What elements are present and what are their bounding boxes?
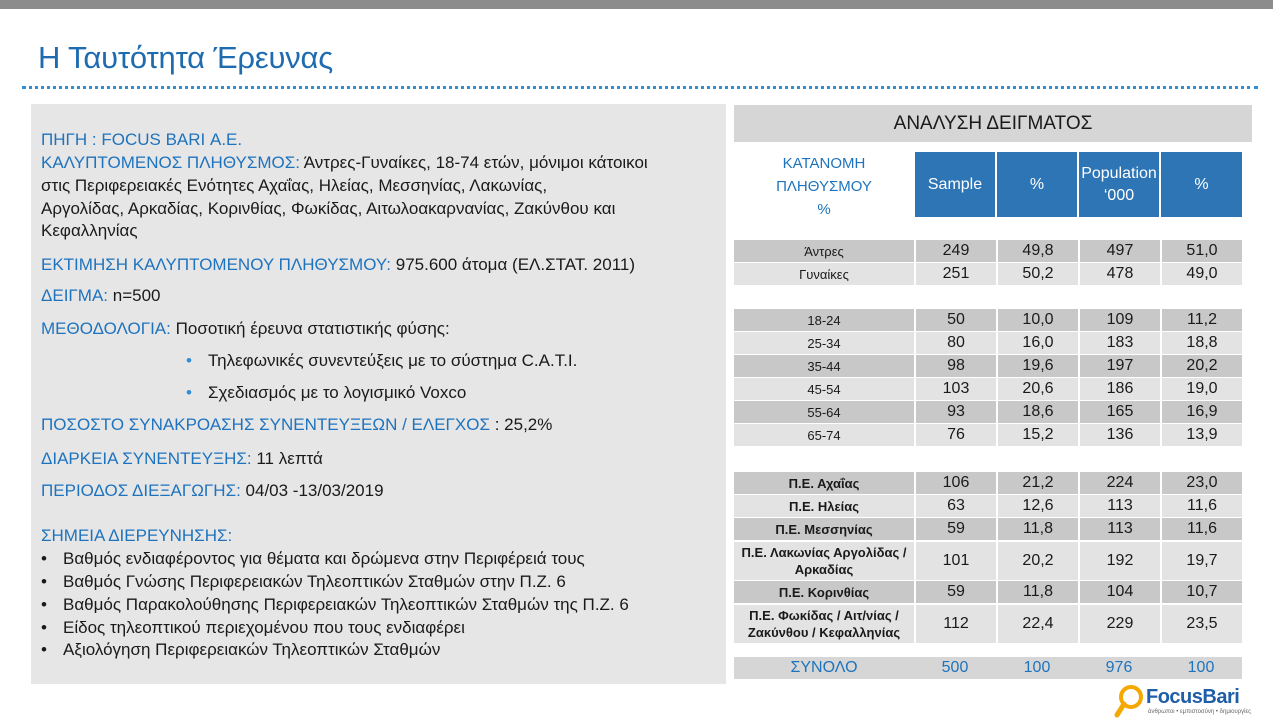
period-line xyxy=(41,480,384,502)
table-row xyxy=(734,332,1242,354)
cell-percent: 22,4 xyxy=(996,605,1078,643)
cell-population-percent: 11,6 xyxy=(1160,518,1242,540)
response-rate-value: : 25,2% xyxy=(490,415,553,434)
sample-value: n=500 xyxy=(108,286,161,305)
period-value: 04/03 -13/03/2019 xyxy=(240,481,384,500)
table-row xyxy=(734,355,1242,377)
table-row xyxy=(734,424,1242,446)
methodology-bullet xyxy=(186,350,577,372)
magnifier-icon xyxy=(1114,683,1148,719)
table-row xyxy=(734,378,1242,400)
table-row xyxy=(734,605,1242,643)
cell-population: 165 xyxy=(1078,401,1160,423)
table-row xyxy=(734,472,1242,494)
column-header-sample: Sample xyxy=(915,152,995,217)
source-line xyxy=(41,129,242,151)
table-row xyxy=(734,263,1242,285)
row-label: Π.Ε. Λακωνίας Αργολίδας / Αρκαδίας xyxy=(741,545,907,577)
row-label: 55-64 xyxy=(807,404,841,420)
total-population: 976 xyxy=(1105,659,1133,676)
bullet-icon: • xyxy=(41,549,47,568)
bullet-icon: • xyxy=(186,383,192,402)
cell-population-percent: 20,2 xyxy=(1160,355,1242,377)
research-point xyxy=(41,617,465,639)
population-value-line-2: στις Περιφερειακές Ενότητες Αχαΐας, Ηλείας, Μεσσηνίας, Λακωνίας, xyxy=(41,176,548,195)
total-label: ΣΥΝΟΛΟ xyxy=(790,659,858,676)
table-row xyxy=(734,518,1242,540)
cell-sample: 106 xyxy=(914,472,996,494)
cell-percent: 50,2 xyxy=(996,263,1078,285)
row-label: 35-44 xyxy=(807,358,841,374)
row-label: Π.Ε. Αχαΐας xyxy=(788,475,860,491)
cell-sample: 50 xyxy=(914,309,996,331)
cell-population: 224 xyxy=(1078,472,1160,494)
row-label: Γυναίκες xyxy=(799,266,849,282)
methodology-bullet xyxy=(186,382,466,404)
cell-percent: 49,8 xyxy=(996,240,1078,262)
cell-sample: 251 xyxy=(914,263,996,285)
cell-population: 192 xyxy=(1078,542,1160,580)
row-label: 18-24 xyxy=(807,312,841,328)
cell-population-percent: 16,9 xyxy=(1160,401,1242,423)
methodology-label: ΜΕΘΟΔΟΛΟΓΙΑ: xyxy=(41,319,171,338)
cell-population-percent: 11,6 xyxy=(1160,495,1242,517)
cell-percent: 11,8 xyxy=(996,518,1078,540)
row-label: 25-34 xyxy=(807,335,841,351)
cell-sample: 101 xyxy=(914,542,996,580)
row-label: 65-74 xyxy=(807,427,841,443)
cell-population: 109 xyxy=(1078,309,1160,331)
sample-line xyxy=(41,285,161,307)
research-point-text: Βαθμός Γνώσης Περιφερειακών Τηλεοπτικών Σταθμών στην Π.Ζ. 6 xyxy=(63,572,566,591)
column-header-population: Population ‘000 xyxy=(1079,152,1159,217)
cell-population: 136 xyxy=(1078,424,1160,446)
cell-population: 113 xyxy=(1078,518,1160,540)
cell-percent: 15,2 xyxy=(996,424,1078,446)
logo-tagline: άνθρωποι • εμπιστοσύνη • δημιουργίες xyxy=(1148,709,1252,715)
bullet-icon: • xyxy=(41,640,47,659)
bullet-icon: • xyxy=(41,595,47,614)
cell-sample: 249 xyxy=(914,240,996,262)
total-population-percent: 100 xyxy=(1187,659,1215,676)
cell-population: 478 xyxy=(1078,263,1160,285)
methodology-line xyxy=(41,318,450,340)
page-title: Η Ταυτότητα Έρευνας xyxy=(38,40,333,75)
total-percent: 100 xyxy=(1023,659,1051,676)
sample-label: ΔΕΙΓΜΑ: xyxy=(41,286,109,305)
duration-label: ΔΙΑΡΚΕΙΑ ΣΥΝΕΝΤΕΥΞΗΣ: xyxy=(41,449,252,468)
research-points-label: ΣΗΜΕΙΑ ΔΙΕΡΕΥΝΗΣΗΣ: xyxy=(41,526,233,545)
bullet-text: Τηλεφωνικές συνεντεύξεις με το σύστημα C.A.T.I. xyxy=(208,351,578,370)
cell-sample: 93 xyxy=(914,401,996,423)
source-label: ΠΗΓΗ : FOCUS BARI Α.Ε. xyxy=(41,130,243,149)
cell-population: 497 xyxy=(1078,240,1160,262)
response-rate-line xyxy=(41,414,552,436)
bullet-icon: • xyxy=(41,572,47,591)
research-point xyxy=(41,548,585,570)
cell-percent: 19,6 xyxy=(996,355,1078,377)
total-row xyxy=(734,657,1242,679)
research-point xyxy=(41,571,566,593)
cell-population: 104 xyxy=(1078,581,1160,603)
table-row xyxy=(734,309,1242,331)
cell-population: 229 xyxy=(1078,605,1160,643)
research-point xyxy=(41,639,440,661)
column-header-population-percent: % xyxy=(1161,152,1242,217)
bullet-text: Σχεδιασμός με το λογισμικό Voxco xyxy=(208,383,467,402)
population-label: ΚΑΛΥΠΤΟΜΕΝΟΣ ΠΛΗΘΥΣΜΟΣ: xyxy=(41,153,300,172)
research-point-text: Βαθμός Παρακολούθησης Περιφερειακών Τηλεοπτικών Σταθμών της Π.Ζ. 6 xyxy=(63,595,629,614)
cell-percent: 18,6 xyxy=(996,401,1078,423)
cell-percent: 20,6 xyxy=(996,378,1078,400)
bullet-icon: • xyxy=(41,618,47,637)
estimate-value: 975.600 άτομα (ΕΛ.ΣΤΑΤ. 2011) xyxy=(391,255,635,274)
cell-percent: 21,2 xyxy=(996,472,1078,494)
cell-population-percent: 23,0 xyxy=(1160,472,1242,494)
cell-population-percent: 13,9 xyxy=(1160,424,1242,446)
distribution-label: ΚΑΤΑΝΟΜΗ ΠΛΗΘΥΣΜΟΥ % xyxy=(776,155,872,218)
cell-population-percent: 10,7 xyxy=(1160,581,1242,603)
title-divider xyxy=(22,86,1258,89)
row-label: 45-54 xyxy=(807,381,841,397)
cell-sample: 103 xyxy=(914,378,996,400)
column-header-percent: % xyxy=(997,152,1077,217)
row-label: Π.Ε. Φωκίδας / Αιτ/νίας / Ζακύνθου / Κεφαλληνίας xyxy=(747,608,901,640)
cell-percent: 12,6 xyxy=(996,495,1078,517)
research-point-text: Αξιολόγηση Περιφερειακών Τηλεοπτικών Σταθμών xyxy=(63,640,441,659)
duration-line xyxy=(41,448,323,470)
research-point xyxy=(41,594,629,616)
cell-population-percent: 49,0 xyxy=(1160,263,1242,285)
sample-analysis-heading: ΑΝΑΛΥΣΗ ΔΕΙΓΜΑΤΟΣ xyxy=(734,105,1252,142)
top-bar xyxy=(0,0,1273,9)
response-rate-label: ΠΟΣΟΣΤΟ ΣΥΝΑΚΡΟΑΣΗΣ ΣΥΝΕΝΤΕΥΞΕΩΝ / ΕΛΕΓΧΟΣ xyxy=(41,415,490,434)
cell-sample: 59 xyxy=(914,581,996,603)
cell-population-percent: 19,7 xyxy=(1160,542,1242,580)
research-point-text: Βαθμός ενδιαφέροντος για θέματα και δρώμενα στην Περιφέρειά τους xyxy=(63,549,585,568)
total-sample: 500 xyxy=(941,659,969,676)
cell-population: 183 xyxy=(1078,332,1160,354)
cell-population-percent: 18,8 xyxy=(1160,332,1242,354)
cell-population: 186 xyxy=(1078,378,1160,400)
cell-sample: 80 xyxy=(914,332,996,354)
table-row xyxy=(734,240,1242,262)
row-label: Π.Ε. Μεσσηνίας xyxy=(775,521,873,537)
cell-population: 197 xyxy=(1078,355,1160,377)
cell-percent: 10,0 xyxy=(996,309,1078,331)
estimate-label: ΕΚΤΙΜΗΣΗ ΚΑΛΥΠΤΟΜΕΝΟΥ ΠΛΗΘΥΣΜΟΥ: xyxy=(41,255,392,274)
cell-population-percent: 11,2 xyxy=(1160,309,1242,331)
cell-percent: 11,8 xyxy=(996,581,1078,603)
duration-value: 11 λεπτά xyxy=(251,449,323,468)
population-value: Άντρες-Γυναίκες, 18-74 ετών, μόνιμοι κάτοικοι xyxy=(299,153,648,172)
cell-population-percent: 19,0 xyxy=(1160,378,1242,400)
row-label: Π.Ε. Ηλείας xyxy=(788,498,860,514)
population-line xyxy=(41,152,648,174)
period-label: ΠΕΡΙΟΔΟΣ ΔΙΕΞΑΓΩΓΗΣ: xyxy=(41,481,241,500)
cell-sample: 112 xyxy=(914,605,996,643)
cell-sample: 63 xyxy=(914,495,996,517)
methodology-value: Ποσοτική έρευνα στατιστικής φύσης: xyxy=(170,319,450,338)
row-label: Άντρες xyxy=(804,243,844,259)
cell-population-percent: 23,5 xyxy=(1160,605,1242,643)
table-row xyxy=(734,495,1242,517)
research-point-text: Είδος τηλεοπτικού περιεχομένου που τους ενδιαφέρει xyxy=(63,618,465,637)
logo-name: FocusBari xyxy=(1146,686,1240,708)
cell-percent: 16,0 xyxy=(996,332,1078,354)
row-label: Π.Ε. Κορινθίας xyxy=(778,584,870,600)
estimate-line xyxy=(41,254,635,276)
cell-population: 113 xyxy=(1078,495,1160,517)
population-value-line-4: Κεφαλληνίας xyxy=(41,221,138,240)
cell-percent: 20,2 xyxy=(996,542,1078,580)
population-value-line-3: Αργολίδας, Αρκαδίας, Κορινθίας, Φωκίδας, Αιτωλοακαρνανίας, Ζακύνθου και xyxy=(41,199,616,218)
cell-population-percent: 51,0 xyxy=(1160,240,1242,262)
table-row xyxy=(734,581,1242,603)
cell-sample: 98 xyxy=(914,355,996,377)
cell-sample: 76 xyxy=(914,424,996,446)
cell-sample: 59 xyxy=(914,518,996,540)
bullet-icon: • xyxy=(186,351,192,370)
focusbari-logo xyxy=(1114,683,1264,719)
table-row xyxy=(734,401,1242,423)
table-row xyxy=(734,542,1242,580)
